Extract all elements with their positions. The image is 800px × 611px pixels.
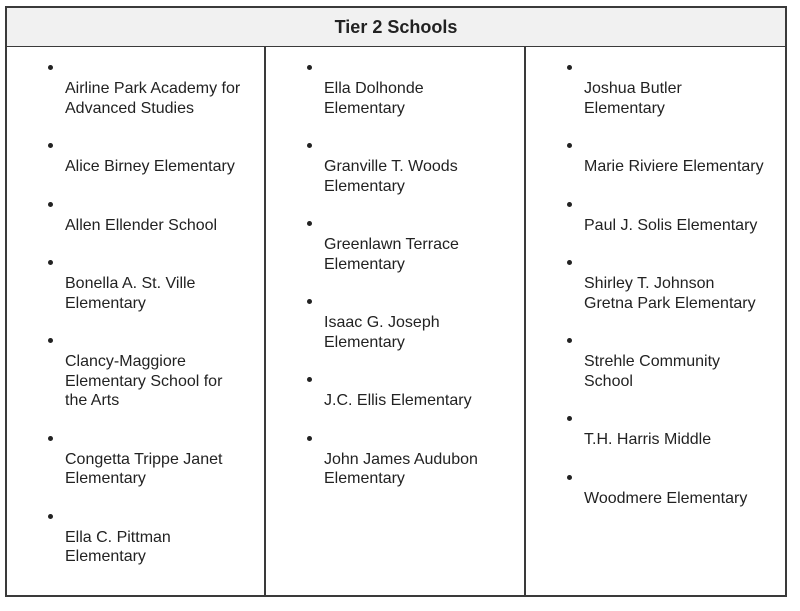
school-name-line: Congetta Trippe Janet bbox=[65, 450, 223, 468]
school-name bbox=[65, 450, 258, 489]
school-name-line: Elementary bbox=[65, 548, 146, 565]
school-name bbox=[584, 430, 783, 450]
school-name-line: Granville T. Woods bbox=[324, 158, 458, 175]
bullet-icon bbox=[567, 260, 572, 265]
school-name bbox=[324, 157, 518, 196]
school-name-line: Elementary bbox=[65, 294, 146, 312]
school-name-line: J.C. Ellis Elementary bbox=[324, 392, 472, 409]
school-name bbox=[584, 157, 783, 177]
school-name-line: Elementary School for bbox=[65, 372, 223, 390]
table-columns bbox=[7, 47, 785, 595]
school-name-line: Elementary bbox=[324, 177, 405, 195]
table-title: Tier 2 Schools bbox=[7, 8, 785, 47]
school-name-line: Elementary bbox=[584, 99, 665, 117]
school-name-line: Greenlawn Terrace bbox=[324, 236, 459, 253]
bullet-icon bbox=[48, 436, 53, 441]
column-3 bbox=[526, 47, 785, 595]
school-name bbox=[65, 528, 258, 567]
school-name-line: Gretna Park Elementary bbox=[584, 294, 756, 312]
school-name-line: Elementary bbox=[324, 255, 405, 273]
bullet-icon bbox=[307, 377, 312, 382]
school-name bbox=[65, 274, 258, 313]
school-name bbox=[324, 450, 518, 489]
bullet-icon bbox=[307, 221, 312, 226]
school-name-line: Airline Park Academy for bbox=[65, 80, 241, 97]
column-2 bbox=[266, 47, 526, 595]
bullet-icon bbox=[48, 65, 53, 70]
school-name-line: Isaac G. Joseph bbox=[324, 314, 440, 331]
school-name-line: Elementary bbox=[65, 470, 146, 487]
school-name bbox=[584, 489, 783, 509]
school-name-line: Strehle Community bbox=[584, 353, 721, 370]
bullet-icon bbox=[567, 143, 572, 148]
school-name-line: Alice Birney Elementary bbox=[65, 158, 235, 175]
school-name bbox=[324, 79, 518, 118]
school-name bbox=[65, 216, 258, 236]
school-name-line: Ella Dolhonde bbox=[324, 80, 424, 97]
school-name bbox=[65, 352, 258, 411]
school-name-line: the Arts bbox=[65, 392, 120, 409]
school-name-line: Joshua Butler bbox=[584, 80, 682, 97]
bullet-icon bbox=[307, 436, 312, 441]
school-name-line: Elementary bbox=[324, 333, 405, 351]
bullet-icon bbox=[48, 338, 53, 343]
bullet-icon bbox=[307, 143, 312, 148]
bullet-icon bbox=[48, 514, 53, 519]
school-name-line: Shirley T. Johnson bbox=[584, 275, 715, 292]
school-name bbox=[584, 79, 783, 118]
bullet-icon bbox=[567, 338, 572, 343]
school-name-line: School bbox=[584, 372, 633, 390]
school-name-line: Bonella A. St. Ville bbox=[65, 275, 196, 292]
bullet-icon bbox=[307, 299, 312, 304]
school-name bbox=[584, 274, 783, 313]
bullet-icon bbox=[567, 416, 572, 421]
bullet-icon bbox=[307, 65, 312, 70]
school-name bbox=[584, 216, 783, 236]
school-name-line: Allen Ellender School bbox=[65, 216, 218, 234]
bullet-icon bbox=[567, 475, 572, 480]
school-name bbox=[324, 313, 518, 352]
school-name-line: T.H. Harris Middle bbox=[584, 431, 712, 448]
school-name-line: Clancy-Maggiore bbox=[65, 353, 186, 370]
bullet-icon bbox=[48, 260, 53, 265]
school-name-line: Woodmere Elementary bbox=[584, 489, 748, 507]
school-name bbox=[65, 79, 258, 118]
tier2-schools-table bbox=[5, 6, 787, 597]
school-name-line: Elementary bbox=[324, 470, 405, 487]
bullet-icon bbox=[48, 143, 53, 148]
school-name-line: Ella C. Pittman bbox=[65, 528, 171, 546]
bullet-icon bbox=[567, 202, 572, 207]
school-name bbox=[324, 235, 518, 274]
school-name-line: Elementary bbox=[324, 99, 405, 117]
school-name bbox=[324, 391, 518, 411]
school-name-line: Paul J. Solis Elementary bbox=[584, 216, 758, 234]
bullet-icon bbox=[567, 65, 572, 70]
school-name bbox=[65, 157, 258, 177]
school-name-line: John James Audubon bbox=[324, 450, 478, 468]
school-name-line: Marie Riviere Elementary bbox=[584, 158, 764, 175]
column-1 bbox=[7, 47, 266, 595]
school-name-line: Advanced Studies bbox=[65, 99, 194, 117]
bullet-icon bbox=[48, 202, 53, 207]
school-name bbox=[584, 352, 783, 391]
